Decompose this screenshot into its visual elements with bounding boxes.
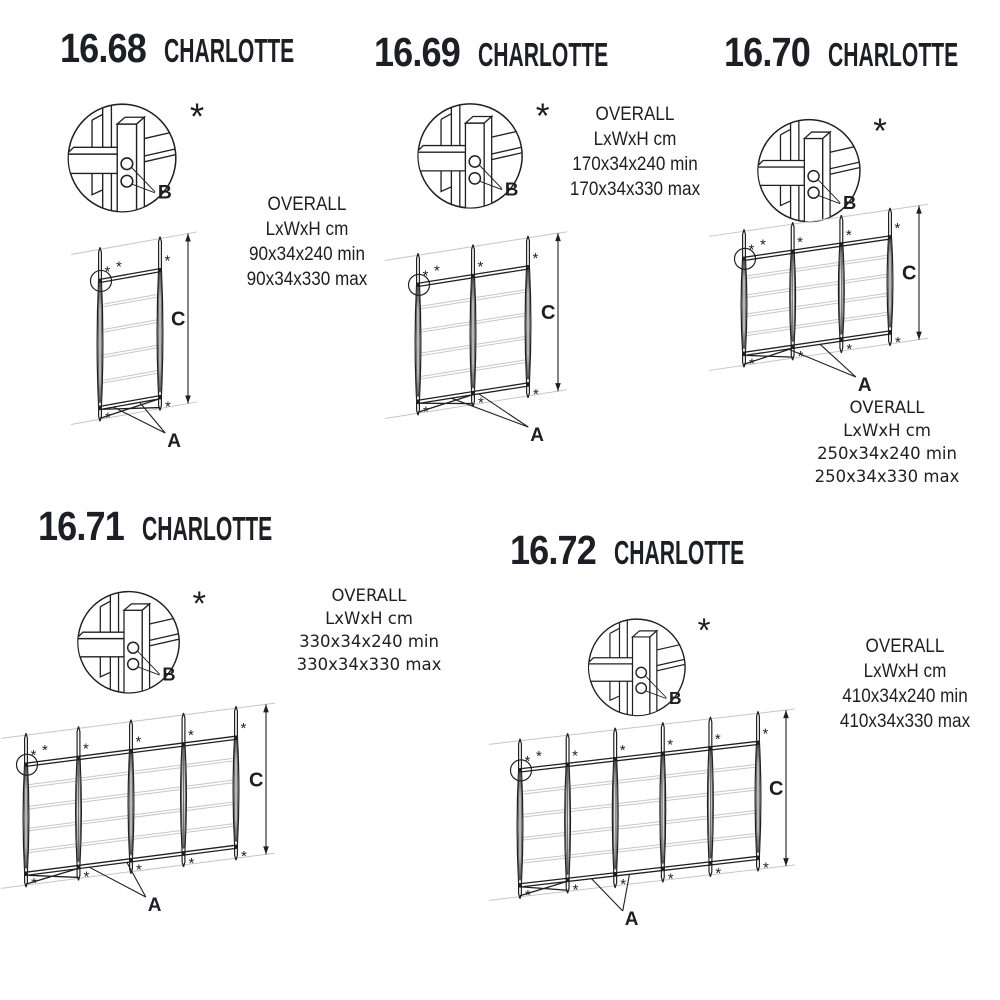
overall-units: LxWxH cm [325,609,413,628]
svg-text:*: * [845,227,852,245]
overall-max: 330x34x330 max [296,655,442,674]
base-dim-label: A [624,909,639,930]
overall-heading: OVERALL [865,636,945,657]
overall-heading: OVERALL [331,586,407,605]
detail-b-label: B [157,181,172,204]
overall-max: 90x34x330 max [246,269,368,290]
svg-text:*: * [105,409,111,427]
height-dim-label: C [902,262,917,285]
svg-text:*: * [165,398,171,416]
svg-text:*: * [31,875,37,893]
asterisk-icon: * [873,112,887,152]
asterisk-icon: * [535,95,550,136]
product-title [38,503,346,549]
svg-text:*: * [241,848,247,866]
svg-text:*: * [434,262,440,280]
svg-text:*: * [894,219,901,237]
svg-text:*: * [536,747,542,765]
svg-text:*: * [760,236,766,254]
overall-min: 330x34x240 min [299,632,439,651]
asterisk-markers [31,720,248,892]
overall-heading: OVERALL [849,398,925,417]
svg-text:*: * [749,355,755,373]
joint-detail-callout [62,94,217,222]
svg-text:*: * [620,875,627,893]
product-title [510,527,818,573]
product-code: 16.68 [60,25,146,71]
overall-min: 250x34x240 min [817,444,957,463]
svg-text:*: * [797,234,804,252]
shelving-unit-drawing [492,700,804,928]
product-name: CHARLOTTE [478,36,609,73]
overall-min: 90x34x240 min [249,244,365,265]
overall-units: LxWxH cm [593,129,677,150]
svg-text:*: * [423,403,429,421]
base-dim-label: A [147,895,162,916]
joint-detail-callout [412,94,562,218]
overall-heading: OVERALL [267,194,347,215]
detail-b-label: B [162,663,176,685]
detail-b-label: B [842,192,857,214]
detail-b-label: B [504,178,519,200]
overall-heading: OVERALL [595,104,675,125]
asterisk-markers [525,725,770,903]
overall-units: LxWxH cm [863,661,947,682]
shelving-unit-drawing [712,196,930,394]
overall-dimensions [792,396,982,488]
svg-text:*: * [748,241,755,259]
asterisk-icon: * [189,95,205,137]
product-title [724,29,1000,75]
svg-text:*: * [478,394,484,412]
product-name: CHARLOTTE [142,510,273,547]
svg-text:*: * [762,725,769,743]
product-title [60,25,368,71]
svg-text:*: * [477,258,484,276]
product-code: 16.69 [374,29,460,75]
svg-text:*: * [797,348,804,366]
product-code: 16.70 [724,29,810,75]
detail-b-label: B [669,687,682,708]
asterisk-markers [749,220,902,372]
svg-text:*: * [572,881,579,899]
product-code: 16.71 [38,503,124,549]
asterisk-icon: * [697,611,711,649]
svg-text:*: * [104,263,111,281]
svg-text:*: * [42,742,48,760]
svg-text:*: * [846,341,853,359]
svg-text:*: * [30,747,37,765]
height-dim-label: C [769,778,784,801]
overall-max: 250x34x330 max [814,467,960,486]
svg-text:*: * [895,333,901,351]
svg-text:*: * [116,258,122,276]
svg-text:*: * [136,861,142,879]
shelving-unit-drawing [388,222,578,444]
asterisk-icon: * [192,584,206,623]
height-dim-label: C [171,308,186,331]
svg-text:*: * [667,736,674,754]
product-name: CHARLOTTE [828,36,959,73]
svg-text:*: * [714,730,721,748]
product-title [374,29,682,75]
svg-text:*: * [188,726,194,744]
svg-text:*: * [532,249,539,267]
svg-text:*: * [83,740,89,758]
overall-dimensions [560,102,709,202]
shelving-unit-drawing [74,218,219,450]
svg-text:*: * [188,854,195,872]
product-code: 16.72 [510,527,596,573]
svg-text:*: * [135,733,142,751]
overall-dimensions [231,192,384,292]
joint-detail-callout [72,582,218,702]
overall-dimensions [270,584,468,676]
product-name: CHARLOTTE [614,534,745,571]
svg-text:*: * [533,385,539,403]
overall-units: LxWxH cm [265,219,349,240]
base-dim-label: A [857,375,872,396]
svg-text:*: * [164,252,171,270]
svg-text:*: * [422,267,429,285]
overall-units: LxWxH cm [843,421,931,440]
svg-text:*: * [240,720,247,738]
overall-dimensions [825,634,985,734]
svg-text:*: * [525,886,531,904]
svg-text:*: * [524,752,531,770]
overall-min: 410x34x240 min [842,686,968,707]
svg-text:*: * [667,870,674,888]
overall-max: 410x34x330 max [839,711,971,732]
svg-text:*: * [572,747,578,765]
svg-text:*: * [763,859,769,877]
overall-max: 170x34x330 max [569,179,701,200]
svg-text:*: * [715,864,722,882]
svg-text:*: * [83,868,90,886]
base-dim-label: A [167,431,181,452]
svg-text:*: * [619,741,626,759]
height-dim-label: C [541,302,556,325]
shelving-unit-drawing [4,694,284,914]
product-name: CHARLOTTE [164,32,295,69]
base-dim-label: A [530,425,544,446]
height-dim-label: C [249,769,264,792]
overall-min: 170x34x240 min [572,154,698,175]
